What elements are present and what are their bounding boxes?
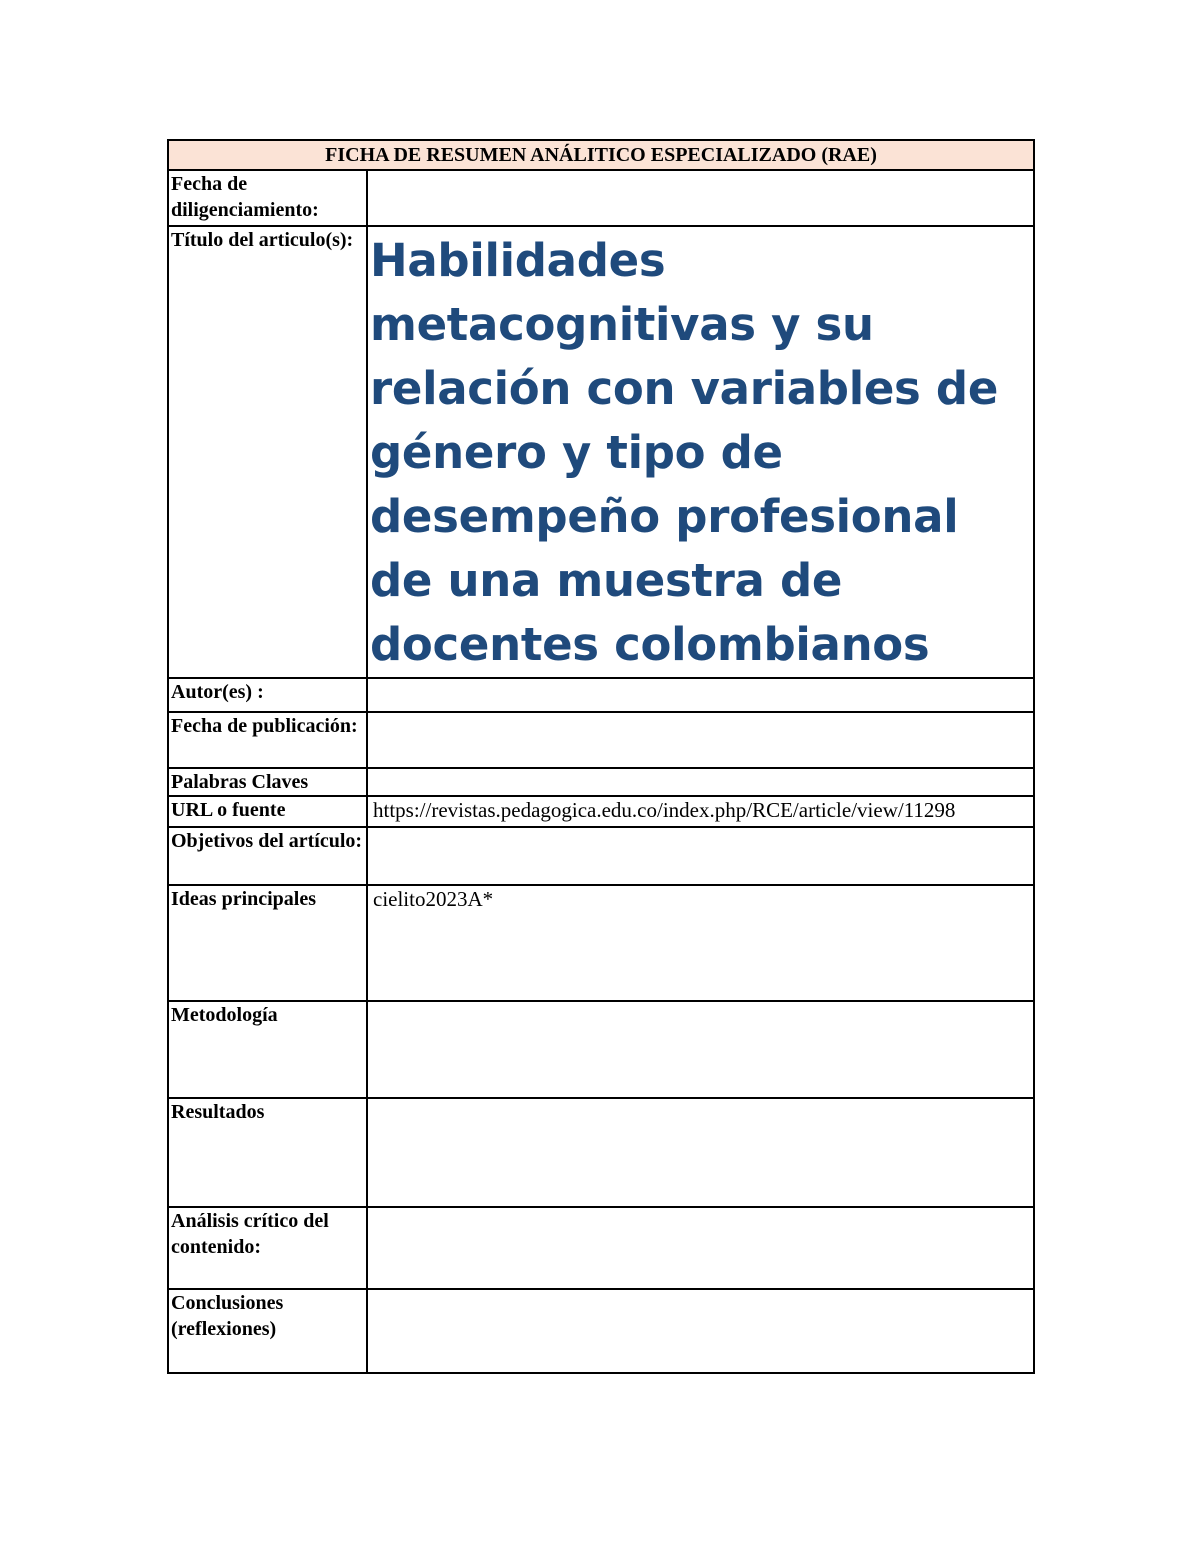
label-analisis-critico: Análisis crítico del contenido:: [168, 1207, 367, 1289]
label-autores: Autor(es) :: [168, 678, 367, 712]
label-titulo: Título del articulo(s):: [168, 226, 367, 678]
row-autores: [168, 678, 1034, 712]
row-metodologia: [168, 1001, 1034, 1098]
row-conclusiones: [168, 1289, 1034, 1373]
label-fecha-publicacion: Fecha de publicación:: [168, 712, 367, 768]
label-metodologia: Metodología: [168, 1001, 367, 1098]
row-resultados: [168, 1098, 1034, 1207]
label-conclusiones: Conclusiones (reflexiones): [168, 1289, 367, 1373]
value-resultados[interactable]: [367, 1098, 1034, 1207]
label-objetivos: Objetivos del artículo:: [168, 827, 367, 885]
label-url: URL o fuente: [168, 796, 367, 827]
value-metodologia[interactable]: [367, 1001, 1034, 1098]
value-autores[interactable]: [367, 678, 1034, 712]
value-titulo[interactable]: Habilidades metacognitivas y su relación con variables de género y tipo de desempeño profesional de una muestra de docentes colombianos: [367, 226, 1034, 678]
value-fecha-diligenciamiento[interactable]: [367, 170, 1034, 226]
row-fecha-diligenciamiento: [168, 170, 1034, 226]
value-ideas-principales[interactable]: cielito2023A*: [367, 885, 1034, 1001]
value-palabras-claves[interactable]: [367, 768, 1034, 796]
label-fecha-diligenciamiento: Fecha de diligenciamiento:: [168, 170, 367, 226]
value-fecha-publicacion[interactable]: [367, 712, 1034, 768]
form-header: FICHA DE RESUMEN ANÁLITICO ESPECIALIZADO (RAE): [168, 140, 1034, 170]
row-ideas-principales: [168, 885, 1034, 1001]
value-url[interactable]: https://revistas.pedagogica.edu.co/index.php/RCE/article/view/11298: [367, 796, 1034, 827]
label-resultados: Resultados: [168, 1098, 367, 1207]
value-analisis-critico[interactable]: [367, 1207, 1034, 1289]
row-analisis-critico: [168, 1207, 1034, 1289]
row-url: [168, 796, 1034, 827]
row-titulo: [168, 226, 1034, 678]
row-palabras-claves: [168, 768, 1034, 796]
value-conclusiones[interactable]: [367, 1289, 1034, 1373]
label-palabras-claves: Palabras Claves: [168, 768, 367, 796]
row-objetivos: [168, 827, 1034, 885]
value-objetivos[interactable]: [367, 827, 1034, 885]
row-fecha-publicacion: [168, 712, 1034, 768]
header-row: [168, 140, 1034, 170]
rae-form-table: [167, 139, 1035, 1374]
label-ideas-principales: Ideas principales: [168, 885, 367, 1001]
